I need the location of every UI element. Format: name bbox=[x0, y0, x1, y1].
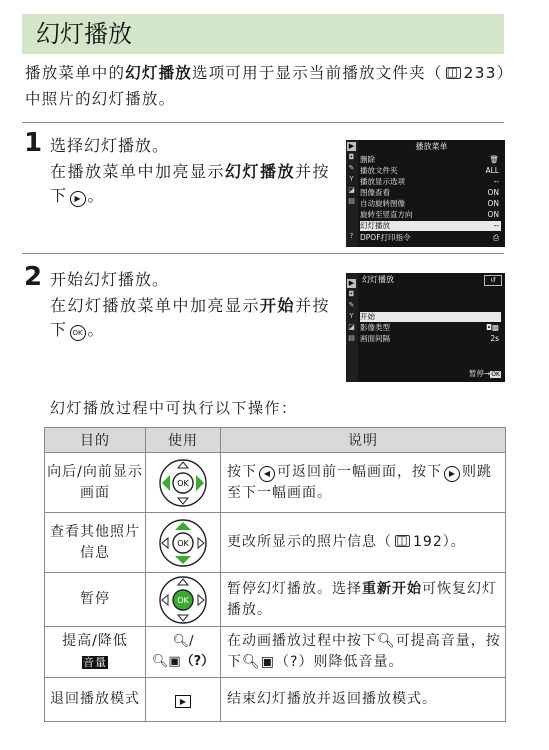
retouch-icon: ◪ bbox=[348, 323, 355, 331]
description-cell: 按下 ◀ 可返回前一幅画面，按下 ▶ 则跳至下一幅画面。 bbox=[221, 453, 506, 513]
table-header: 说明 bbox=[221, 428, 506, 453]
menu-sidebar bbox=[346, 273, 358, 382]
playback-tab-icon: ▶ bbox=[348, 142, 355, 150]
svg-text:OK: OK bbox=[177, 538, 189, 548]
multi-selector-right-icon: ▶ bbox=[444, 466, 460, 482]
page-title: 幻灯播放 bbox=[22, 14, 504, 54]
menu-item-selected: 开始 bbox=[360, 312, 501, 322]
multi-selector-ok-icon bbox=[158, 575, 208, 625]
multi-selector-right-icon: ▶ bbox=[70, 191, 86, 207]
step-highlight: 幻灯播放 bbox=[225, 162, 296, 181]
menu-item: 播放文件夹 ALL bbox=[360, 166, 499, 175]
pencil-icon: ✎ bbox=[348, 301, 355, 309]
purpose-cell: 向后/向前显示画面 bbox=[45, 453, 146, 513]
step-text-part: 并按下 bbox=[50, 296, 331, 339]
menu-item: 画面间隔 2s bbox=[360, 334, 499, 343]
control-cell bbox=[146, 678, 221, 722]
step-title: 选择幻灯播放。 bbox=[50, 136, 170, 155]
operations-intro: 幻灯播放过程中可执行以下操作： bbox=[50, 399, 298, 417]
intro-text: 选项可用于显示当前播放文件夹（ bbox=[192, 64, 443, 82]
camera-icon: ◘ bbox=[348, 153, 355, 161]
svg-text:OK: OK bbox=[177, 478, 189, 488]
zoom-in-icon: 🔍︎ bbox=[172, 634, 190, 649]
step-highlight: 重新开始 bbox=[362, 580, 422, 597]
table-row bbox=[45, 513, 506, 573]
control-cell bbox=[146, 513, 221, 573]
camera-icon: ◘ bbox=[348, 290, 355, 298]
control-cell: 🔍︎/ 🔍︎▣（?） bbox=[146, 627, 221, 678]
playback-tab-icon: ▶ bbox=[348, 279, 355, 287]
step-number: 2 bbox=[24, 262, 43, 292]
ok-button-icon: OK bbox=[70, 325, 86, 341]
photo-movie-icon: ◘▩ bbox=[485, 323, 499, 332]
retouch-icon: ◪ bbox=[348, 186, 355, 194]
multi-selector-lr-icon bbox=[158, 458, 208, 508]
purpose-cell: 提高/降低 音量 bbox=[45, 627, 146, 678]
table-row bbox=[45, 453, 506, 513]
wrench-icon: Y bbox=[349, 175, 354, 183]
table-row bbox=[45, 678, 506, 722]
camera-screen-playback-menu bbox=[346, 140, 505, 247]
intro-highlight: 幻灯播放 bbox=[125, 64, 193, 82]
operations-table bbox=[44, 427, 506, 722]
zoom-in-icon: 🔍︎ bbox=[377, 633, 396, 649]
mymenu-icon: ▤ bbox=[348, 197, 355, 205]
wrench-icon: Y bbox=[349, 312, 354, 320]
zoom-out-icon: 🔍︎▣ bbox=[242, 654, 276, 670]
screen-title: 幻灯播放 bbox=[362, 275, 394, 284]
table-header: 目的 bbox=[45, 428, 146, 453]
ok-icon: OK bbox=[491, 371, 500, 378]
description-cell: 暂停幻灯播放。选择重新开始可恢复幻灯播放。 bbox=[221, 573, 506, 627]
table-header: 使用 bbox=[146, 428, 221, 453]
description-cell: 在动画播放过程中按下🔍︎可提高音量，按下🔍︎▣（?）则降低音量。 bbox=[221, 627, 506, 678]
pause-hint: 暂停→OK bbox=[469, 369, 500, 378]
help-icon: ? bbox=[349, 232, 354, 240]
step-highlight: 开始 bbox=[260, 296, 296, 315]
step-text bbox=[50, 160, 340, 208]
description-cell: 结束幻灯播放并返回播放模式。 bbox=[221, 678, 506, 722]
step-text-part: 在播放菜单中加亮显示 bbox=[50, 162, 226, 181]
menu-item-selected: 幻灯播放 -- bbox=[360, 221, 499, 230]
intro-text: ）中照片的幻灯播放。 bbox=[25, 64, 506, 108]
step-text-part: 并按下 bbox=[50, 162, 331, 205]
menu-item: DPOF打印指令 ⎙ bbox=[360, 233, 499, 242]
playback-button-icon: ▶ bbox=[175, 695, 191, 708]
description-cell: 更改所显示的照片信息（ ◫ 192）。 bbox=[221, 513, 506, 573]
step-text-part: 。 bbox=[87, 186, 106, 205]
step-number: 1 bbox=[24, 128, 43, 158]
screen-title: 播放菜单 bbox=[415, 142, 448, 151]
control-cell bbox=[146, 453, 221, 513]
step-title: 开始幻灯播放。 bbox=[50, 270, 170, 289]
purpose-cell: 退回播放模式 bbox=[45, 678, 146, 722]
table-row bbox=[45, 627, 506, 678]
mymenu-icon: ▤ bbox=[348, 334, 355, 342]
menu-item: 播放显示选项 -- bbox=[360, 177, 499, 186]
divider bbox=[22, 253, 504, 254]
menu-item: 影像类型 ◘▩ bbox=[360, 323, 499, 332]
menu-sidebar bbox=[346, 140, 358, 247]
step-text bbox=[50, 294, 340, 342]
intro-paragraph bbox=[25, 60, 510, 112]
trash-icon: 🗑 bbox=[489, 155, 499, 164]
table-header-row bbox=[45, 428, 506, 453]
step-text-part: 。 bbox=[87, 320, 106, 339]
menu-item: 删除 🗑 bbox=[360, 155, 499, 164]
menu-item: 旋转至竖直方向 ON bbox=[360, 210, 499, 219]
intro-text: 播放菜单中的 bbox=[25, 64, 126, 82]
purpose-cell: 暂停 bbox=[45, 573, 146, 627]
multi-selector-left-icon: ◀ bbox=[259, 466, 275, 482]
step-text-part: 在幻灯播放菜单中加亮显示 bbox=[50, 296, 261, 315]
back-icon: ↺ bbox=[484, 275, 502, 286]
menu-item: 图像查看 ON bbox=[360, 188, 499, 197]
svg-text:OK: OK bbox=[177, 595, 189, 605]
volume-icon: 音量 bbox=[83, 656, 107, 669]
control-cell bbox=[146, 573, 221, 627]
print-icon: ⎙ bbox=[493, 233, 499, 242]
pencil-icon: ✎ bbox=[348, 164, 355, 172]
zoom-out-icon: 🔍︎▣ bbox=[151, 654, 181, 669]
divider bbox=[22, 122, 504, 123]
table-row bbox=[45, 573, 506, 627]
menu-item: 自动旋转图像 ON bbox=[360, 199, 499, 208]
multi-selector-ud-icon bbox=[158, 518, 208, 568]
book-ref-icon: ◫ bbox=[446, 65, 460, 79]
camera-screen-slideshow bbox=[346, 273, 505, 382]
purpose-cell: 查看其他照片信息 bbox=[45, 513, 146, 573]
page-ref: 233 bbox=[463, 64, 497, 82]
book-ref-icon: ◫ bbox=[396, 533, 409, 547]
